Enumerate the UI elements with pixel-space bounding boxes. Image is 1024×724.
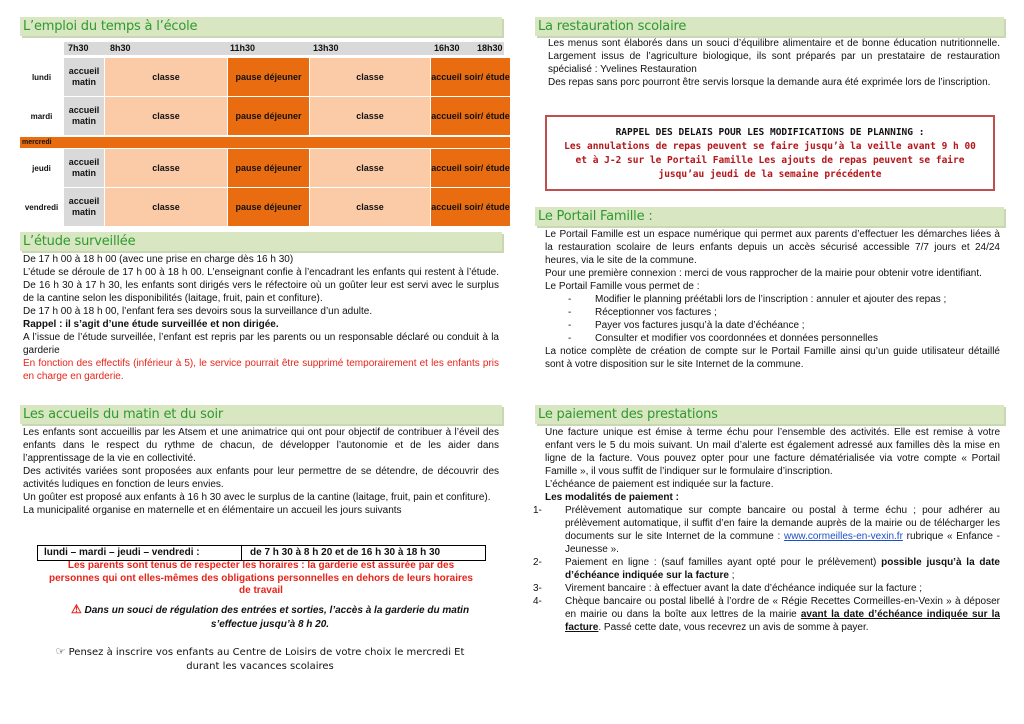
etude-paragraph: L’étude se déroule de 17 h 00 à 18 h 00. L’enseignant confie à l’encadrant les enfants qui restent à l’étude. De 16 h 30 à 17 h 30, les enfants sont dirigés vers le réfectoire où un goûter leur est servi avec le surplus de la cantine selon les disponibilités (laitage, fruit, pain et confiture). — [23, 267, 499, 304]
list-item: - Consulter et modifier vos coordonnées et données personnelles — [545, 332, 1000, 345]
section-title-accueils: Les accueils du matin et du soir — [20, 405, 502, 424]
cell-pause: pause déjeuner — [228, 58, 309, 96]
rappel-body: Les annulations de repas peuvent se faire jusqu’à la veille avant 9 h 00 et à J-2 sur le Portail Famille Les ajouts de repas peuvent se faire jusqu’au jeudi de la semaine précédente — [564, 141, 976, 180]
paiement-modalites: Les modalités de paiement : — [545, 492, 679, 503]
paiement-paragraph: Une facture unique est émise à terme échu pour l’ensemble des activités. Elle est remise à votre enfant vers le 5 du mois suivant. Un mail d’alerte est également adressé aux familles dès la mise en ligne de la facture. Vous pouvez opter pour une facture dématérialisée via votre compte « Portail Famille », il vous suffit de l’indiquer sur le formulaire d’inscription. — [545, 427, 1000, 477]
portail-paragraph: La notice complète de création de compte sur le Portail Famille ainsi qu’un guide utilisateur détaillé sont à votre disposition sur le site Internet de la commune. — [545, 346, 1000, 370]
list-text-bold: possible jusqu’à la date d’échéance indiquée sur la facture — [565, 557, 1000, 581]
list-item: - Payer vos factures jusqu’à la date d’échéance ; — [545, 319, 1000, 332]
hour-11h30: 11h30 — [230, 43, 256, 53]
list-text-bold: avant la date d’échéance indiquée sur la facture — [565, 609, 1000, 633]
commune-website-link[interactable]: www.cormeilles-en-vexin.fr — [783, 531, 903, 542]
timetable — [20, 42, 510, 226]
accueils-paragraph: La municipalité organise en maternelle et en élémentaire un accueil les jours suivants — [23, 505, 402, 516]
etude-paragraph: A l’issue de l’étude surveillée, l’enfant est repris par les parents ou un responsable déclaré ou conduit à la garderie — [23, 332, 499, 356]
row-mercredi: mercredi — [20, 137, 510, 148]
hours-divider — [241, 546, 242, 560]
list-text: Paiement en ligne : (sauf familles ayant opté pour le prélèvement) — [565, 557, 882, 568]
warning-icon: ⚠ — [70, 602, 82, 616]
accueil-hours: de 7 h 30 à 8 h 20 et de 16 h 30 à 18 h 30 — [250, 547, 441, 558]
list-text: Prélèvement automatique sur compte bancaire ou postal à terme échu ; pour adhérer au prélèvement automatique, il suffit d’en faire la demande auprès de la mairie ou de télécharger les documents sur le site Internet de la commune : — [565, 505, 1000, 542]
section-title-portail: Le Portail Famille : — [535, 207, 1004, 226]
day-lundi: lundi — [31, 72, 52, 82]
list-item — [533, 582, 1000, 595]
list-number: 2- — [533, 557, 542, 568]
etude-line: De 17 h 00 à 18 h 00 (avec une prise en charge dès 16 h 30) — [23, 254, 294, 265]
list-item: - Modifier le planning préétabli lors de l’inscription : annuler et ajouter des repas ; — [545, 293, 1000, 306]
accueils-note-text: Dans un souci de régulation des entrées et sorties, l’accès à la garderie du matin s’effectue jusqu’à 8 h 20. — [84, 605, 470, 630]
cell-accueil-matin: accueil matin — [64, 58, 104, 96]
list-item — [533, 595, 1000, 634]
cell-classe: classe — [105, 188, 227, 226]
section-title-paiement: Le paiement des prestations — [535, 405, 1004, 424]
accueils-paragraph: Les enfants sont accueillis par les Atsem et une animatrice qui ont pour objectif de contribuer à l’éveil des enfants dans le respect du rythme de chacun, de développer l’autonomie et de les aider dans l’apprentissage de la vie en collectivité. — [23, 427, 499, 464]
cell-accueil-soir: accueil soir/ étude — [431, 97, 510, 135]
list-text: ; — [728, 570, 735, 581]
list-number: 1- — [533, 505, 542, 516]
list-text: Virement bancaire : à effectuer avant la date d’échéance indiquée sur la facture ; — [565, 583, 923, 594]
hour-16h30: 16h30 — [434, 43, 460, 53]
accueils-paragraph: Un goûter est proposé aux enfants à 16 h 30 avec le surplus de la cantine (laitage, fruit, pain et confiture). — [23, 492, 491, 503]
mercredi-note — [40, 645, 480, 674]
paiement-text — [533, 426, 1000, 634]
etude-text — [23, 253, 499, 383]
restauration-text — [548, 37, 1000, 89]
accueils-note — [60, 602, 480, 632]
list-text: . Passé cette date, vous recevrez un avis de somme à payer. — [598, 622, 869, 633]
cell-classe: classe — [310, 149, 430, 187]
list-item — [533, 556, 1000, 582]
cell-accueil-soir: accueil soir/ étude — [431, 58, 510, 96]
portail-paragraph: Le Portail Famille est un espace numérique qui permet aux parents d’effectuer les démarches liées à la restauration scolaire de leurs enfants depuis un accès sécurisé accessible 7/7 jours et 24/24 heures, via le site de la commune. — [545, 229, 1000, 266]
cell-pause: pause déjeuner — [228, 188, 309, 226]
section-title-emploi: L’emploi du temps à l’école — [20, 17, 502, 36]
list-item — [533, 504, 1000, 556]
cell-pause: pause déjeuner — [228, 149, 309, 187]
accueils-warning: Les parents sont tenus de respecter les horaires : la garderie est assurée par des personnes qui ont elles-mêmes des obligations personnelles en dehors de leurs horaires de travail — [48, 560, 473, 596]
cell-classe: classe — [105, 97, 227, 135]
hour-8h30: 8h30 — [110, 43, 131, 53]
hour-7h30: 7h30 — [68, 43, 89, 53]
day-mardi: mardi — [30, 111, 53, 121]
cell-accueil-soir: accueil soir/ étude — [431, 149, 510, 187]
accueil-hours-table — [37, 545, 486, 561]
restauration-paragraph: Les menus sont élaborés dans un souci d’équilibre alimentaire et de bonne éducation nutritionnelle. Largement issus de l’agriculture biologique, ils sont préparés par un prestataire de restauration spécialisé : Yvelines Restauration — [548, 38, 1000, 75]
accueils-paragraph: Des activités variées sont proposées aux enfants pour leur permettre de se détendre, de découvrir des activités ludiques en fonction de leurs envies. — [23, 466, 499, 490]
list-number: 3- — [533, 583, 542, 594]
section-title-etude: L’étude surveillée — [20, 232, 502, 251]
cell-accueil-matin: accueil matin — [64, 97, 104, 135]
list-item: - Réceptionner vos factures ; — [545, 306, 1000, 319]
day-jeudi: jeudi — [32, 163, 51, 173]
day-vendredi: vendredi — [24, 202, 59, 212]
accueil-days: lundi – mardi – jeudi – vendredi : — [44, 547, 200, 558]
hour-13h30: 13h30 — [313, 43, 339, 53]
pointing-hand-icon: ☞ — [55, 645, 66, 658]
paiement-list — [533, 504, 1000, 634]
etude-line: De 17 h 00 à 18 h 00, l’enfant fera ses devoirs sous la surveillance d’un adulte. — [23, 306, 373, 317]
cell-classe: classe — [310, 58, 430, 96]
portail-paragraph: Pour une première connexion : merci de vous rapprocher de la mairie pour obtenir votre identifiant. — [545, 268, 982, 279]
portail-paragraph: Le Portail Famille vous permet de : — [545, 281, 700, 292]
paiement-paragraph: L’échéance de paiement est indiquée sur la facture. — [545, 479, 774, 490]
list-number: 4- — [533, 596, 542, 607]
portail-list — [545, 293, 1000, 345]
cell-classe: classe — [105, 58, 227, 96]
cell-accueil-soir: accueil soir/ étude — [431, 188, 510, 226]
hour-18h30: 18h30 — [477, 43, 503, 53]
rappel-title: RAPPEL DES DELAIS POUR LES MODIFICATIONS DE PLANNING : — [615, 127, 925, 138]
cell-pause: pause déjeuner — [228, 97, 309, 135]
etude-warning: En fonction des effectifs (inférieur à 5), le service pourrait être supprimé temporairement et les enfants pris en charge en garderie. — [23, 358, 499, 382]
cell-accueil-matin: accueil matin — [64, 188, 104, 226]
section-title-restauration: La restauration scolaire — [535, 17, 1004, 36]
cell-classe: classe — [310, 188, 430, 226]
cell-classe: classe — [310, 97, 430, 135]
portail-text — [545, 228, 1000, 371]
list-text: rubrique « Enfance - Jeunesse ». — [565, 531, 1000, 555]
cell-accueil-matin: accueil matin — [64, 149, 104, 187]
restauration-paragraph: Des repas sans porc pourront être servis lorsque la demande aura été exprimée lors de l’inscription. — [548, 77, 991, 88]
rappel-box — [545, 115, 995, 191]
cell-classe: classe — [105, 149, 227, 187]
accueils-text — [23, 426, 499, 517]
mercredi-note-text: Pensez à inscrire vos enfants au Centre de Loisirs de votre choix le mercredi Et durant les vacances scolaires — [68, 647, 465, 672]
etude-rappel: Rappel : il s’agit d’une étude surveillée et non dirigée. — [23, 319, 279, 330]
list-text: Chèque bancaire ou postal libellé à l’ordre de « Régie Recettes Cormeilles-en-Vexin » à déposer en mairie ou dans la boîte aux lettres de la mairie — [565, 596, 1000, 620]
